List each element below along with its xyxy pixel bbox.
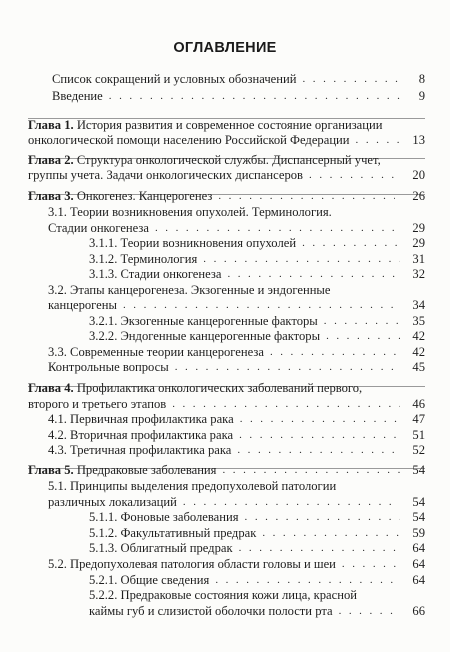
leader-dots [339,604,400,618]
toc-entry-title: различных локализаций [48,495,177,509]
toc-entry-title: 5.1.1. Фоновые заболевания [89,510,239,524]
toc-entry [0,428,450,442]
toc-entry-text [28,463,216,477]
toc-entry [0,412,450,426]
toc-entry [0,443,450,457]
toc-entry-text [28,397,166,411]
toc-entry-text [89,252,197,266]
page-number: 35 [412,314,425,328]
toc-entry-text [89,541,233,555]
toc-entry-text [52,89,103,103]
toc-entry-text [48,412,234,426]
toc-entry [0,541,450,555]
leader-dots [309,168,400,182]
leader-dots [222,463,400,477]
leader-dots [324,314,400,328]
page-number: 29 [412,236,425,250]
toc-entry-title: группы учета. Задачи онкологических диспансеров [28,168,304,182]
toc-entry-text [48,283,331,297]
page-number: 54 [412,495,425,509]
toc-entry [0,252,450,266]
page-number: 64 [412,573,425,587]
toc-entry-title: Контрольные вопросы [48,360,169,374]
toc-entry-title: каймы губ и слизистой оболочки полости рта [89,604,333,618]
page-number: 32 [412,267,425,281]
toc-entry [0,479,450,493]
toc-entry [0,89,450,103]
toc-entry-title: Стадии онкогенеза [48,221,149,235]
toc-entry-text [89,236,296,250]
leader-dots [123,298,400,312]
leader-dots [239,541,400,555]
leader-dots [183,495,400,509]
chapter-label: Глава 3. [28,189,74,203]
leader-dots [262,526,400,540]
toc-entry-text [48,298,117,312]
toc-entry-text [28,133,350,147]
toc-entry [0,510,450,524]
toc-entry [0,221,450,235]
toc-entry-text [89,329,320,343]
leader-dots [215,573,400,587]
toc-entry [0,236,450,250]
leader-dots [326,329,400,343]
toc-entry-text [89,604,333,618]
leader-dots [203,252,400,266]
leader-dots [109,89,408,103]
toc-entry-title: Предраковые заболевания [76,463,217,477]
toc-entry-title: История развития и современное состояние организации [76,118,383,132]
page-number: 54 [412,463,425,477]
toc-entry-text [89,526,256,540]
page-number: 51 [412,428,425,442]
toc-entry-text [89,510,239,524]
toc-entry-title: 4.3. Третичная профилактика рака [48,443,232,457]
toc-entry [0,298,450,312]
toc-entry [0,495,450,509]
toc-entry [0,345,450,359]
chapter-label: Глава 4. [28,381,74,395]
page-number: 54 [412,510,425,524]
toc-entry [0,283,450,297]
toc-entry [0,314,450,328]
toc-entry [0,205,450,219]
toc-entry-title: 3.1.2. Терминология [89,252,198,266]
chapter-label: Глава 2. [28,153,74,167]
toc-entry-text [28,153,381,167]
toc-entry-title: 3.1.3. Стадии онкогенеза [89,267,222,281]
toc-entry-text [89,314,318,328]
toc-entry-title: 5.1.2. Факультативный предрак [89,526,257,540]
toc-entry-title: 5.1.3. Облигатный предрак [89,541,233,555]
toc-entry-text [48,428,233,442]
toc-entry [0,463,450,477]
page-title: ОГЛАВЛЕНИЕ [173,40,277,56]
toc-entry-title: 4.2. Вторичная профилактика рака [48,428,234,442]
toc-entry-title: 3.1. Теории возникновения опухолей. Терминология. [48,205,332,219]
toc-entry-text [89,573,209,587]
toc-entry-text [48,345,264,359]
toc-entry-title: 3.1.1. Теории возникновения опухолей [89,236,297,250]
page-number: 31 [412,252,425,266]
toc-entry-title: 5.2.2. Предраковые состояния кожи лица, красной [89,588,357,602]
toc-entry-title: 3.3. Современные теории канцерогенеза [48,345,264,359]
leader-dots [270,345,400,359]
toc-entry [0,381,450,395]
toc-entry-text [48,221,149,235]
page-number: 42 [412,345,425,359]
leader-dots [240,412,400,426]
toc-entry [0,573,450,587]
page-number: 66 [412,604,425,618]
toc-entry-text [48,479,336,493]
toc-entry-title: Структура онкологической службы. Диспансерный учет, [76,153,381,167]
page-number: 64 [412,557,425,571]
leader-dots [175,360,400,374]
toc-entry [0,557,450,571]
page-number: 59 [412,526,425,540]
toc-entry [0,397,450,411]
toc-entry-text [48,557,336,571]
leader-dots [302,236,400,250]
leader-dots [172,397,400,411]
toc-entry-text [48,205,332,219]
toc-entry [0,267,450,281]
toc-entry-text [28,168,303,182]
leader-dots [239,428,400,442]
page-number: 64 [412,541,425,555]
chapter-label: Глава 1. [28,118,74,132]
toc-entry [0,189,450,203]
page-number: 34 [412,298,425,312]
toc-entry-text [28,189,212,203]
page-number: 45 [412,360,425,374]
page-number: 42 [412,329,425,343]
toc-entry-text [28,381,362,395]
leader-dots [245,510,400,524]
leader-dots [218,189,395,203]
toc-entry [0,153,450,167]
page-number: 26 [412,189,425,203]
chapter-label: Глава 5. [28,463,74,477]
page-number: 47 [412,412,425,426]
toc-entry-text [89,267,221,281]
toc-entry-title: 3.2.2. Эндогенные канцерогенные факторы [89,329,321,343]
toc-entry-title: 4.1. Первичная профилактика рака [48,412,234,426]
leader-dots [237,443,400,457]
toc-entry-text [48,495,177,509]
toc-entry-text [48,443,231,457]
page-number: 52 [412,443,425,457]
toc-entry [0,168,450,182]
toc-entry [0,118,450,132]
toc-entry-title: 3.2. Этапы канцерогенеза. Экзогенные и эндогенные [48,283,331,297]
page-number: 13 [412,133,425,147]
page-number: 20 [412,168,425,182]
leader-dots [302,72,398,86]
toc-entry [0,72,450,86]
toc-entry-title: второго и третьего этапов [28,397,167,411]
toc-entry [0,526,450,540]
toc-entry [0,360,450,374]
toc-entry-title: канцерогены [48,298,117,312]
toc-entry-title: 3.2.1. Экзогенные канцерогенные факторы [89,314,318,328]
page-number: 8 [418,72,425,86]
toc-entry-title: 5.2. Предопухолевая патология области головы и шеи [48,557,336,571]
toc-entry [0,588,450,602]
toc-entry-text [48,360,169,374]
toc-entry [0,604,450,618]
toc-entry [0,133,450,147]
toc-entry-title: 5.2.1. Общие сведения [89,573,210,587]
page-number: 9 [418,89,425,103]
toc-entry-title: Онкогенез. Канцерогенез [76,189,213,203]
toc-entry-text [28,118,382,132]
toc-entry-title: 5.1. Принципы выделения предопухолевой патологии [48,479,337,493]
page-number: 46 [412,397,425,411]
leader-dots [155,221,400,235]
page-number: 29 [412,221,425,235]
toc-entry-text [89,588,357,602]
toc-entry-title: Введение [52,89,103,103]
toc-entry-text [52,72,296,86]
leader-dots [342,557,400,571]
toc-entry-title: Профилактика онкологических заболеваний первого, [76,381,363,395]
toc-entry-title: Список сокращений и условных обозначений [52,72,297,86]
toc-entry [0,329,450,343]
leader-dots [227,267,400,281]
toc-entry-title: онкологической помощи населению Российской Федерации [28,133,350,147]
leader-dots [356,133,400,147]
